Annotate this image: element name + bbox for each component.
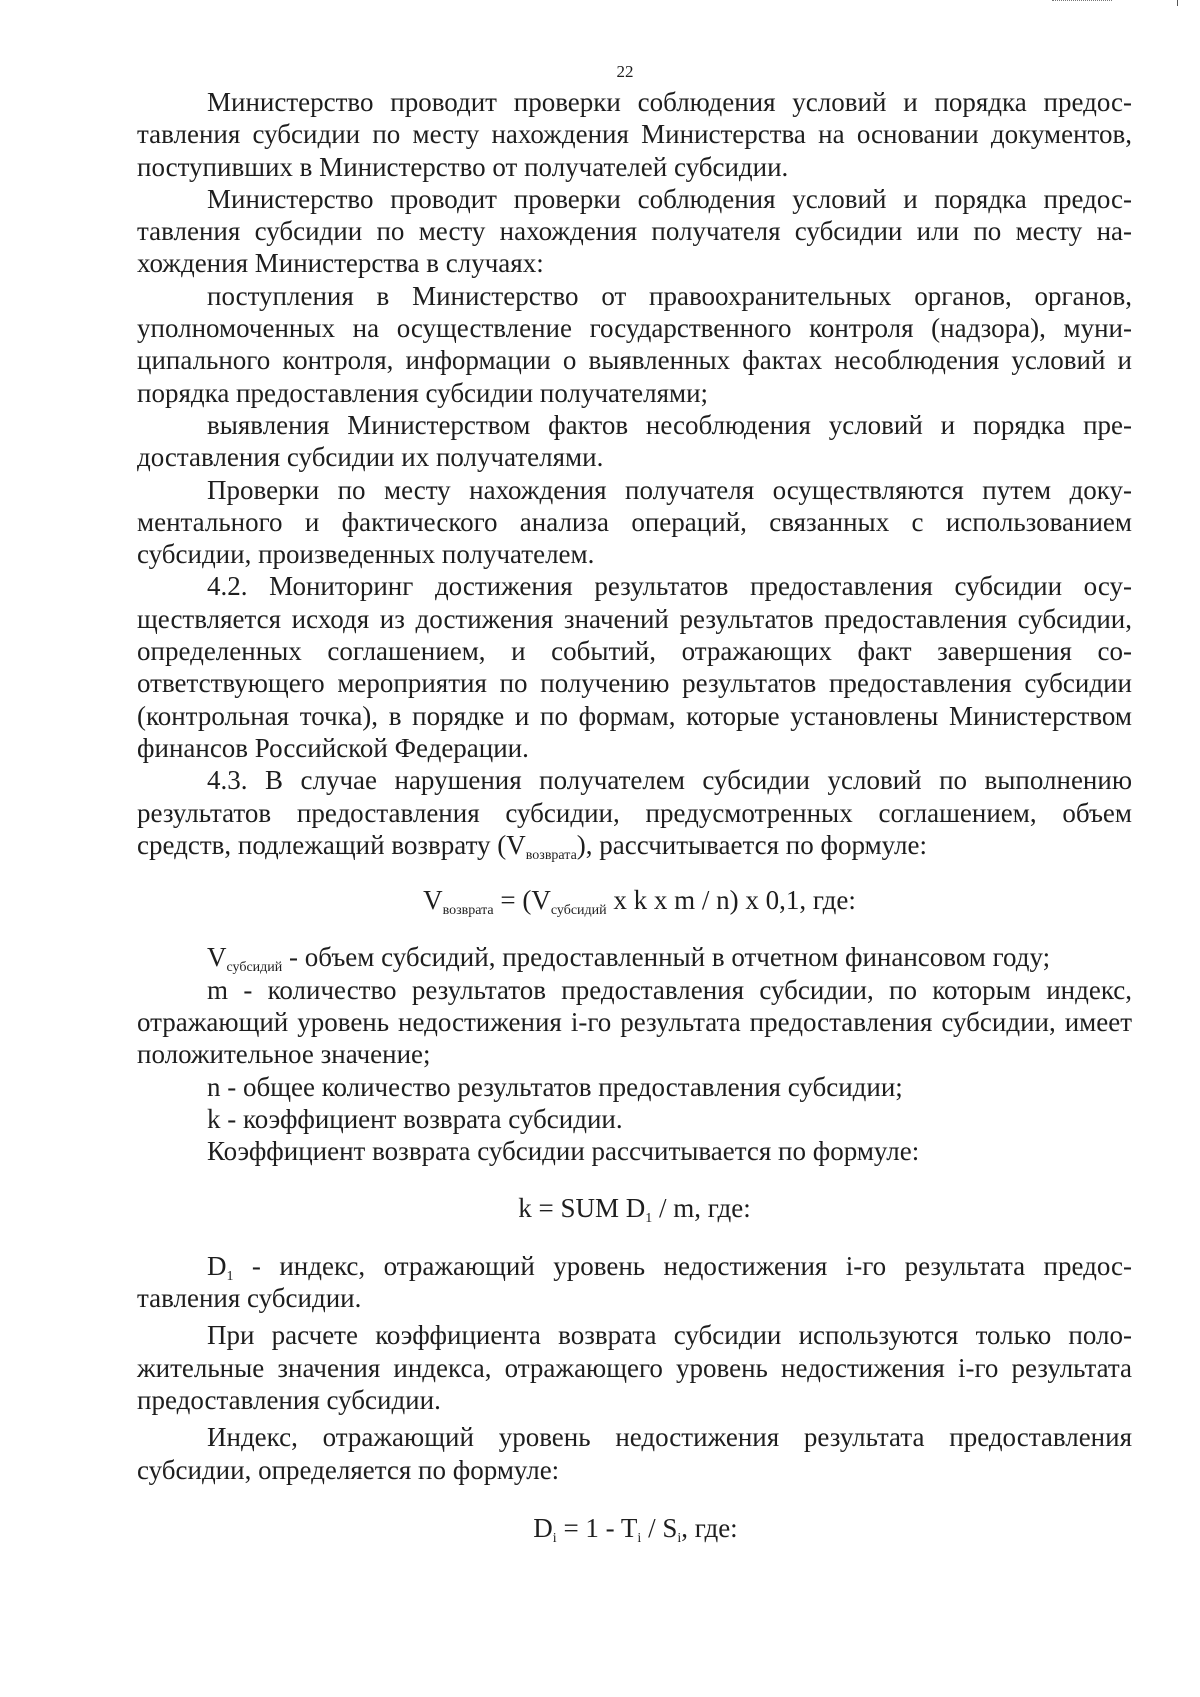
formula-part: = (V xyxy=(493,885,551,916)
subscript: субсидий xyxy=(550,903,607,919)
paragraph: 4.2. Мониторинг достижения результатов предоставления субсидии осуществляется исходя из достижения значений результатов предоставления субсидии, определенных соглашением, и событий, отражающих факт завершения соответствующего мероприятия по получению результатов предоставления субсидии (контрольная точка), в порядке и по формам, которые установлены Министерством финансов Российской Федерации. xyxy=(137,571,1132,763)
page-number: 22 xyxy=(616,62,634,81)
formula-part: = 1 - T xyxy=(556,1512,638,1543)
definition: k - коэффициент возврата субсидии. xyxy=(207,1103,623,1134)
formula-volume xyxy=(137,884,1132,919)
subscript: i xyxy=(677,1530,682,1546)
subscript: возврата xyxy=(442,903,494,919)
scan-artifact xyxy=(1052,0,1112,7)
text: 4.3. В случае нарушения получателем субсидии условий по выполнению результатов предоставления субсидии, предусмотренных соглашением, объем средств, подлежащий возврату (V xyxy=(137,765,1132,860)
text: - индекс, отражающий уровень недостижения i-го результата предоставления субсидии. xyxy=(137,1250,1132,1314)
formula-part: / m, где: xyxy=(652,1192,751,1223)
paragraph: Министерство проводит проверки соблюдения условий и порядка предоставления субсидии по месту нахождения получателя субсидии или по месту нахождения Министерства в случаях: xyxy=(137,183,1132,279)
definition: $V_{субсидий}$ - объем субсидий, предоставленный в отчетном финансовом году; xyxy=(207,942,1051,976)
text: - объем субсидий, предоставленный в отчетном финансовом году; xyxy=(282,942,1051,973)
document-body xyxy=(137,86,1132,1544)
formula-part: D xyxy=(533,1512,553,1543)
paragraph: поступления в Министерство от правоохранительных органов, органов, уполномоченных на осуществление государственного контроля (надзора), муниципального контроля, информации о выявленных фактах несоблюдения условий и порядка предоставления субсидии получателями; xyxy=(137,280,1132,408)
subscript: i xyxy=(637,1530,642,1546)
paragraph: выявления Министерством фактов несоблюдения условий и порядка предоставления субсидии их получателями. xyxy=(137,409,1132,473)
paragraph: При расчете коэффициента возврата субсидии используются только положительные значения индекса, отражающего уровень недостижения i-го результата предоставления субсидии. xyxy=(137,1320,1132,1415)
formula-part: / S xyxy=(641,1512,678,1543)
paragraph: Индекс, отражающий уровень недостижения результата предоставления субсидии, определяется по формуле: xyxy=(137,1422,1132,1485)
formula-coefficient xyxy=(137,1192,1132,1224)
formula-part: V xyxy=(423,885,443,916)
formula-index xyxy=(137,1512,1132,1544)
subscript: субсидий xyxy=(226,960,283,976)
definition: m - количество результатов предоставления субсидии, по которым индекс, отражающий уровень недостижения i-го результата предоставления субсидии, имеет положительное значение; xyxy=(137,974,1132,1070)
scan-artifact-tick xyxy=(1177,0,1178,6)
definition: $D_1$ - индекс, отражающий уровень недостижения i-го результата предоставления субсидии. xyxy=(137,1250,1132,1314)
formula-part: k = SUM D xyxy=(518,1192,646,1223)
subscript: i xyxy=(552,1530,557,1546)
definition: n - общее количество результатов предоставления субсидии; xyxy=(207,1071,903,1102)
paragraph xyxy=(137,764,1132,861)
formula-part: x k x m / n) x 0,1, где: xyxy=(606,885,856,916)
subscript: 1 xyxy=(226,1268,234,1284)
subscript: 1 xyxy=(645,1210,653,1226)
subscript: возврата xyxy=(525,847,577,863)
paragraph: Проверки по месту нахождения получателя осуществляются путем документального и фактического анализа операций, связанных с использованием субсидии, произведенных получателем. xyxy=(137,474,1132,570)
text: ), рассчитывается по формуле: xyxy=(576,829,927,860)
paragraph: Министерство проводит проверки соблюдения условий и порядка предоставления субсидии по месту нахождения Министерства на основании документов, поступивших в Министерство от получателей субсидии. xyxy=(137,87,1132,182)
formula-part: , где: xyxy=(681,1512,738,1543)
paragraph: Коэффициент возврата субсидии рассчитывается по формуле: xyxy=(207,1136,920,1167)
